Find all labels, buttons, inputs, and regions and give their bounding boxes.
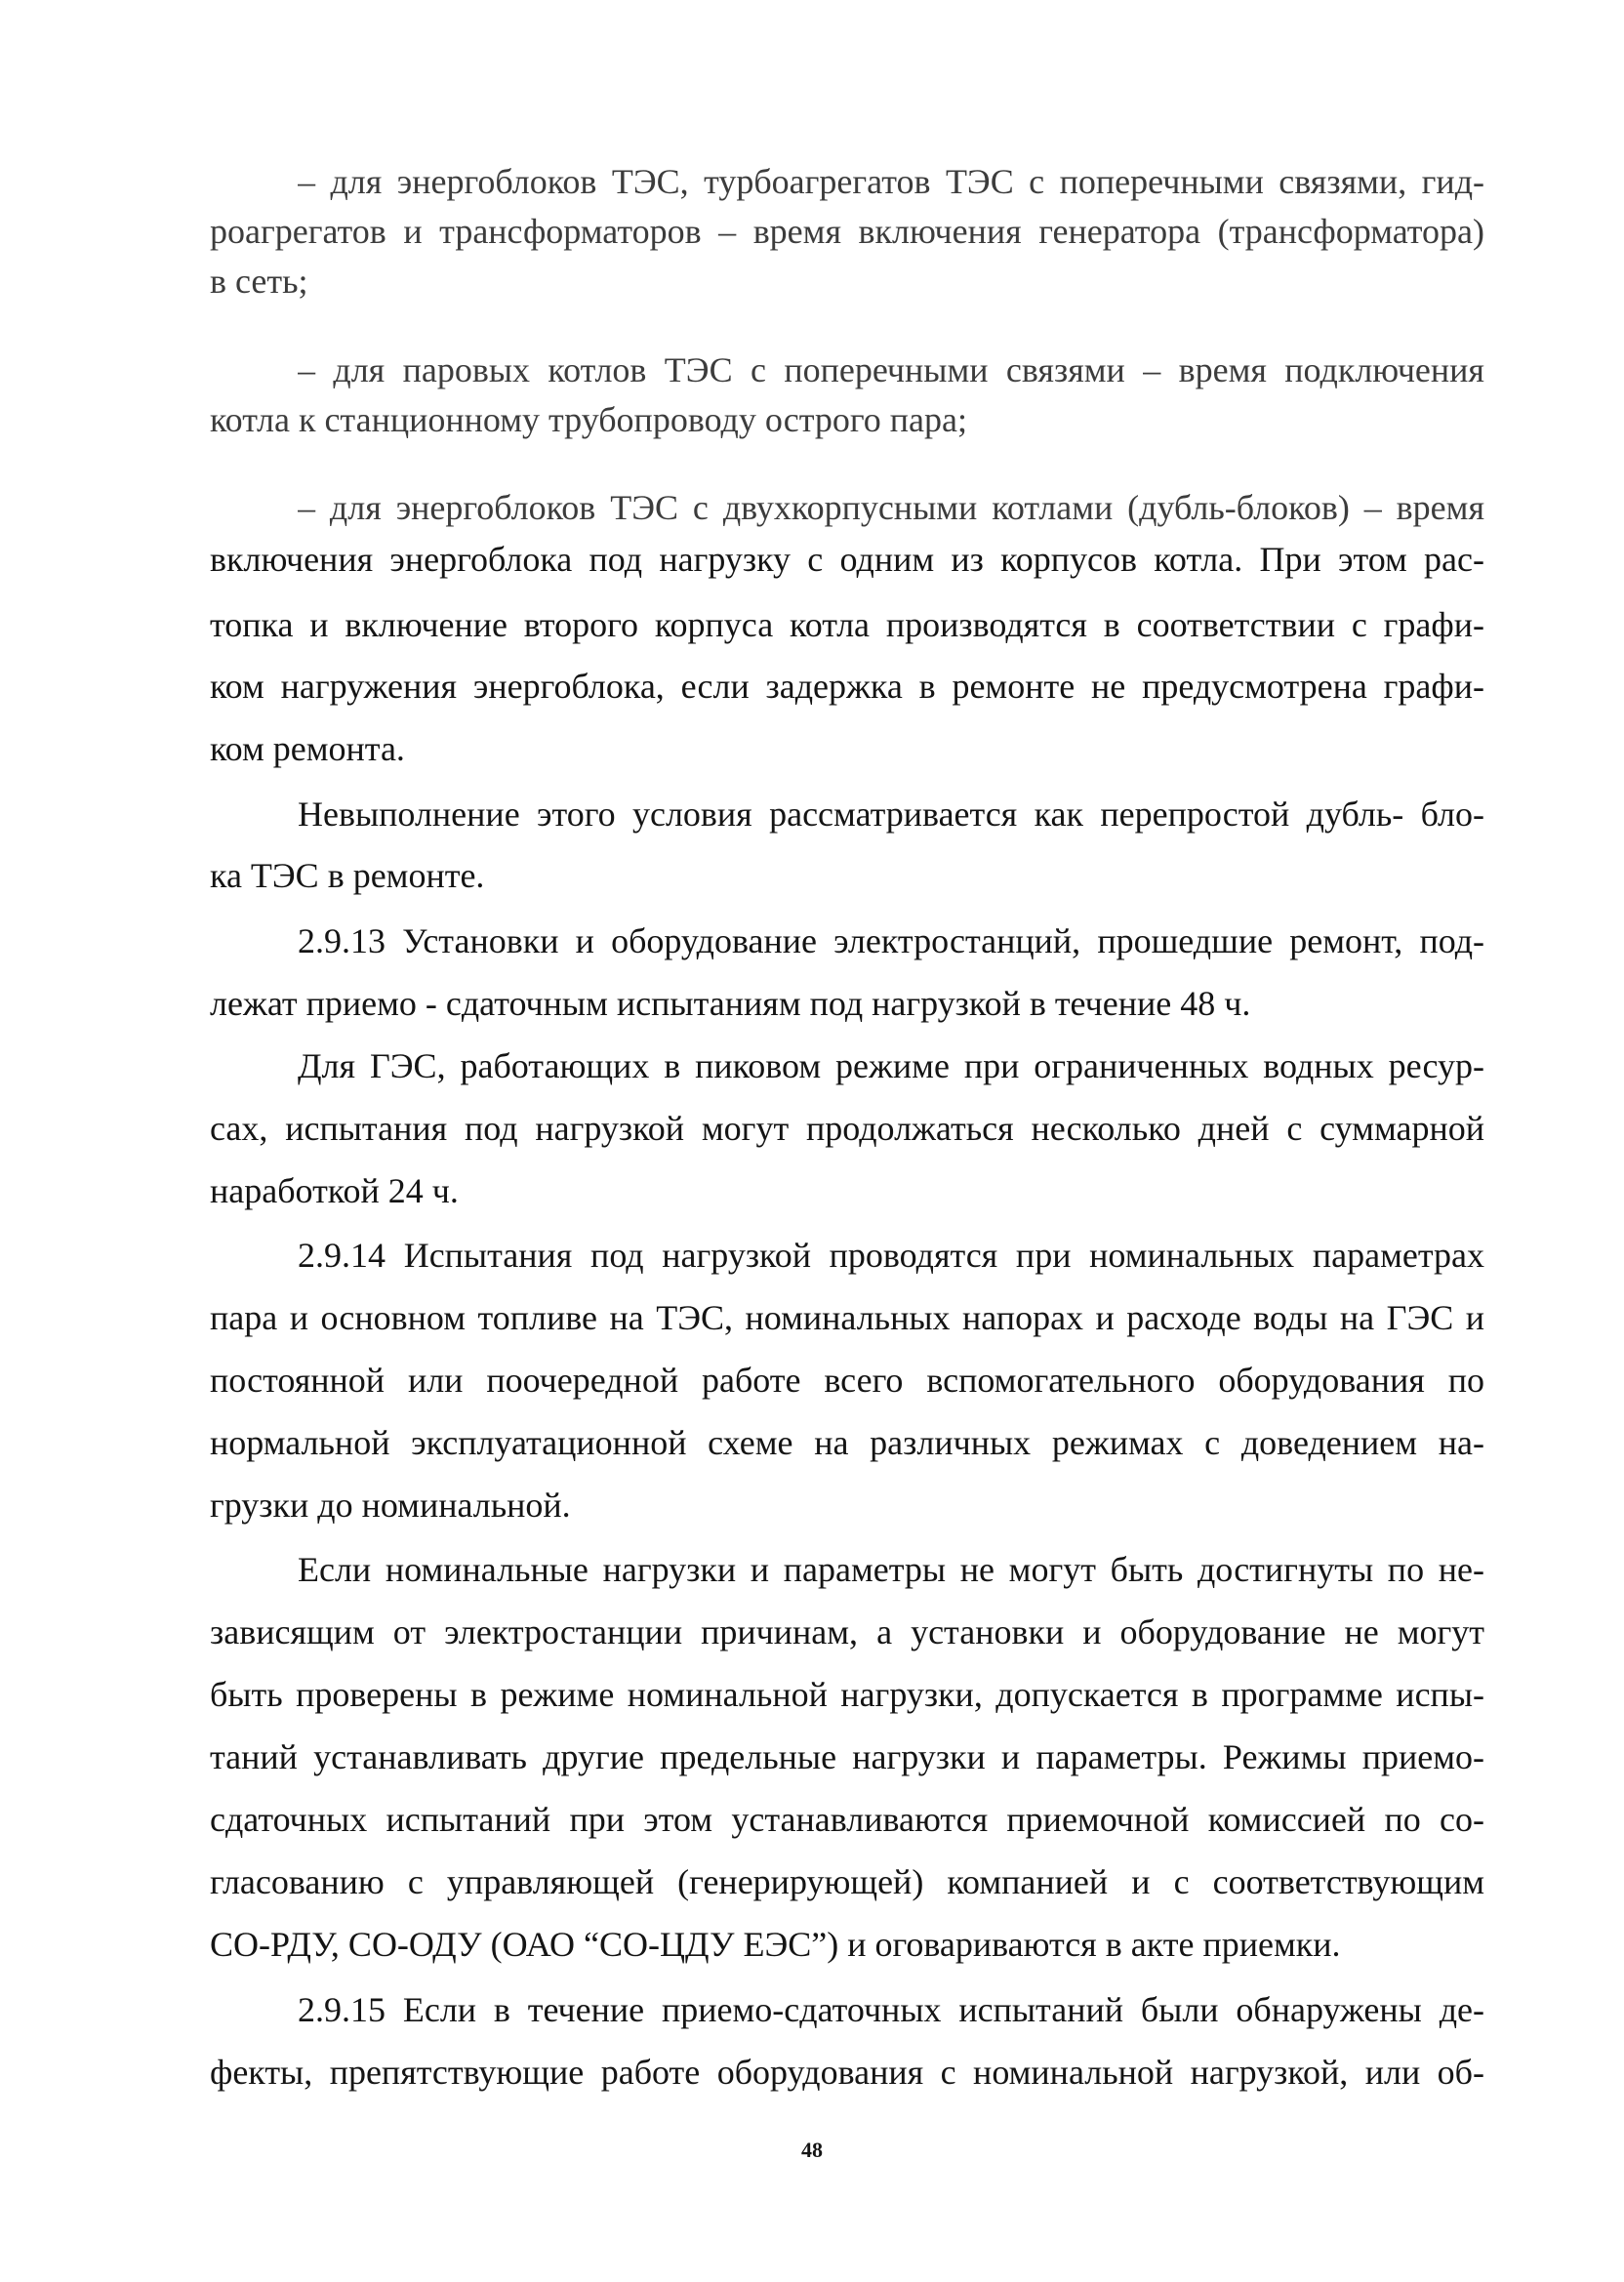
text-line: котла к станционному трубопроводу острого пара; (210, 400, 967, 439)
text-line: нормальной эксплуатационной схеме на различных режимах с доведением на- (210, 1423, 1484, 1462)
text-line: лежат приемо - сдаточным испытаниям под нагрузкой в течение 48 ч. (210, 984, 1251, 1023)
text-line: роагрегатов и трансформаторов – время включения генератора (трансформатора) (210, 212, 1484, 251)
text-line: сах, испытания под нагрузкой могут продолжаться несколько дней с суммарной (210, 1109, 1484, 1148)
text-line: быть проверены в режиме номинальной нагрузки, допускается в программе испы- (210, 1675, 1484, 1714)
text-line: в сеть; (210, 262, 308, 301)
text-line: ком нагружения энергоблока, если задержка в ремонте не предусмотрена графи- (210, 667, 1484, 706)
text-line: 2.9.13 Установки и оборудование электростанций, прошедшие ремонт, под- (298, 921, 1484, 960)
text-line: Если номинальные нагрузки и параметры не могут быть достигнуты по не- (298, 1550, 1484, 1589)
text-line: постоянной или поочередной работе всего вспомогательного оборудования по (210, 1361, 1484, 1400)
text-line: – для энергоблоков ТЭС с двухкорпусными котлами (дубль-блоков) – время (298, 488, 1484, 527)
text-line: включения энергоблока под нагрузку с одним из корпусов котла. При этом рас- (210, 540, 1484, 579)
text-line: – для паровых котлов ТЭС с поперечными связями – время подключения (298, 350, 1484, 389)
page-number: 48 (801, 2138, 823, 2162)
text-line: грузки до номинальной. (210, 1486, 571, 1525)
text-line: фекты, препятствующие работе оборудования с номинальной нагрузкой, или об- (210, 2053, 1484, 2092)
text-line: – для энергоблоков ТЭС, турбоагрегатов ТЭС с поперечными связями, гид- (298, 162, 1484, 201)
text-line: ка ТЭС в ремонте. (210, 856, 485, 895)
text-line: 2.9.15 Если в течение приемо-сдаточных испытаний были обнаружены де- (298, 1990, 1484, 2029)
text-line: Невыполнение этого условия рассматривается как перепростой дубль- бло- (298, 795, 1484, 834)
text-line: сдаточных испытаний при этом устанавливаются приемочной комиссией по со- (210, 1800, 1484, 1839)
text-line: 2.9.14 Испытания под нагрузкой проводятся при номинальных параметрах (298, 1236, 1484, 1275)
text-line: пара и основном топливе на ТЭС, номинальных напорах и расходе воды на ГЭС и (210, 1298, 1484, 1337)
text-line: наработкой 24 ч. (210, 1171, 459, 1210)
text-line: зависящим от электростанции причинам, а установки и оборудование не могут (210, 1612, 1484, 1651)
text-line: таний устанавливать другие предельные нагрузки и параметры. Режимы приемо- (210, 1737, 1484, 1776)
text-line: топка и включение второго корпуса котла производятся в соответствии с графи- (210, 605, 1484, 644)
text-line: Для ГЭС, работающих в пиковом режиме при ограниченных водных ресур- (298, 1046, 1484, 1085)
text-line: СО-РДУ, СО-ОДУ (ОАО “СО-ЦДУ ЕЭС”) и оговариваются в акте приемки. (210, 1925, 1341, 1964)
text-line: гласованию с управляющей (генерирующей) компанией и с соответствующим (210, 1862, 1484, 1901)
text-line: ком ремонта. (210, 729, 405, 768)
